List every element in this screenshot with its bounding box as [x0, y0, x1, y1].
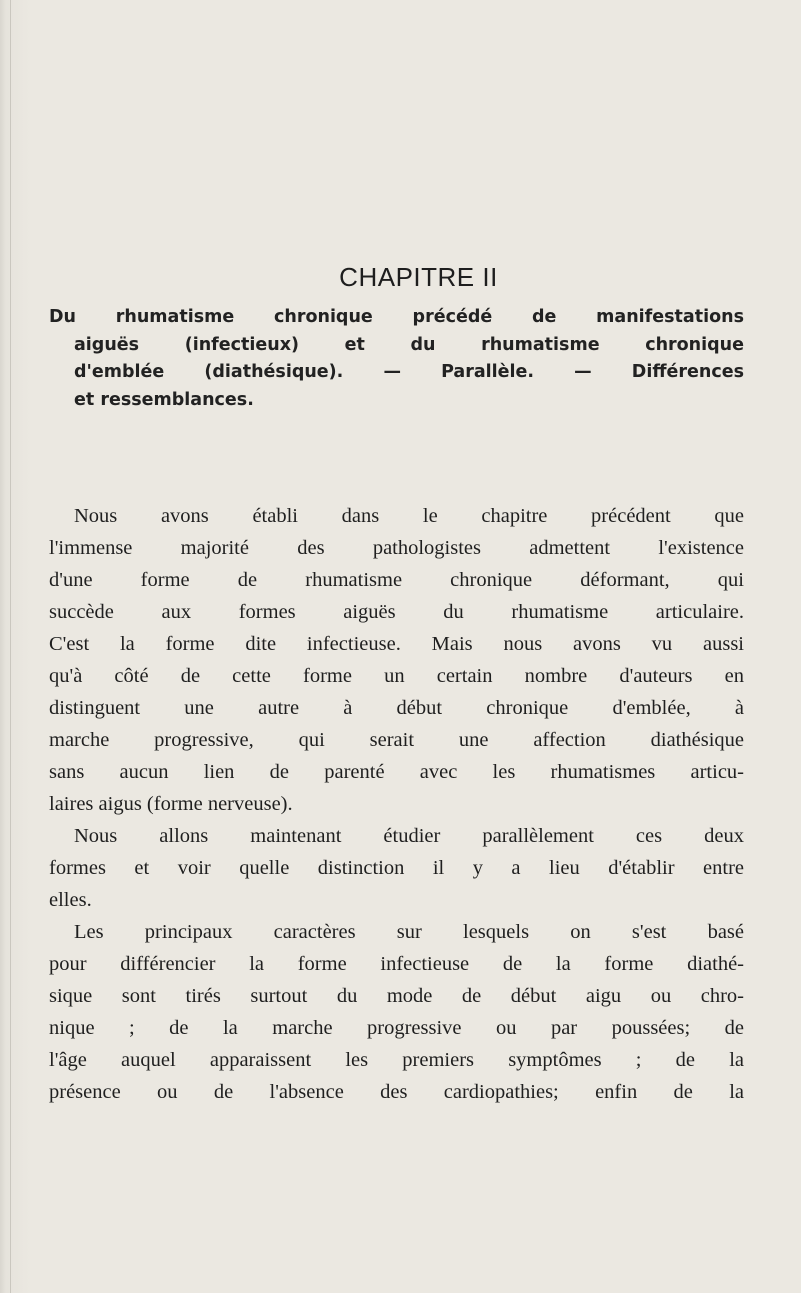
chapter-summary [49, 304, 744, 414]
text-line: elles. [49, 889, 92, 911]
chapter-title: CHAPITRE II [339, 262, 498, 292]
summary-line: Du rhumatisme chronique précédé de manifestations [49, 307, 744, 327]
gutter-line [10, 0, 11, 1293]
text-line: l'âge auquel apparaissent les premiers symptômes ; de la [49, 1049, 744, 1071]
text-line: formes et voir quelle distinction il y a lieu d'établir entre [49, 857, 744, 879]
text-line: sans aucun lien de parenté avec les rhumatismes articu- [49, 761, 744, 783]
summary-line: aiguës (infectieux) et du rhumatisme chronique [74, 334, 744, 355]
paragraph [49, 916, 744, 1108]
text-line: marche progressive, qui serait une affection diathésique [49, 729, 744, 751]
text-line: sique sont tirés surtout du mode de début aigu ou chro- [49, 985, 744, 1007]
text-line: Nous allons maintenant étudier parallèlement ces deux [74, 825, 744, 847]
text-line: pour différencier la forme infectieuse de la forme diathé- [49, 953, 744, 975]
text-line: laires aigus (forme nerveuse). [49, 793, 293, 815]
text-line: présence ou de l'absence des cardiopathies; enfin de la [49, 1081, 744, 1103]
text-line: nique ; de la marche progressive ou par poussées; de [49, 1017, 744, 1039]
text-line: qu'à côté de cette forme un certain nombre d'auteurs en [49, 665, 744, 687]
text-line: Nous avons établi dans le chapitre précédent que [74, 505, 744, 527]
text-line: succède aux formes aiguës du rhumatisme articulaire. [49, 601, 744, 623]
summary-line: et ressemblances. [74, 389, 254, 410]
text-line: Les principaux caractères sur lesquels on s'est basé [74, 921, 744, 943]
text-line: distinguent une autre à début chronique d'emblée, à [49, 697, 744, 719]
summary-line: d'emblée (diathésique). — Parallèle. — Différences [74, 362, 744, 382]
text-line: d'une forme de rhumatisme chronique déformant, qui [49, 569, 744, 591]
body-text [49, 500, 744, 1108]
paragraph [49, 500, 744, 820]
paragraph [49, 820, 744, 916]
text-line: C'est la forme dite infectieuse. Mais nous avons vu aussi [49, 633, 744, 655]
text-line: l'immense majorité des pathologistes admettent l'existence [49, 537, 744, 559]
